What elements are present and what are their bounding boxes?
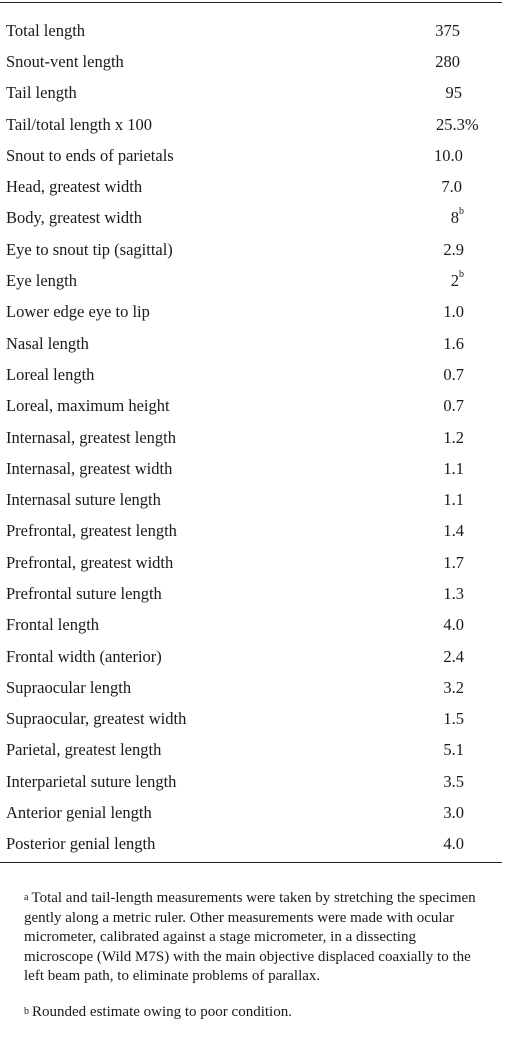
measurement-value-wrap (432, 52, 460, 72)
table-row (0, 672, 502, 703)
measurement-label: Internasal, greatest width (6, 458, 173, 478)
measurement-value-wrap (436, 428, 464, 448)
measurement-label: Internasal, greatest length (6, 427, 176, 447)
measurement-value-cell (432, 735, 502, 766)
table-row (0, 203, 502, 234)
measurement-value: 1.7 (443, 552, 464, 572)
measurement-value-wrap (436, 521, 464, 541)
measurement-value: 1.1 (443, 490, 464, 510)
footnote-ref: b (459, 269, 464, 281)
measurement-label: Lower edge eye to lip (6, 302, 150, 322)
measurement-value: 2 (450, 271, 459, 291)
measurement-label: Snout-vent length (6, 51, 124, 71)
table-row (0, 547, 502, 578)
measurement-value-wrap (436, 459, 464, 479)
measurement-value-wrap (436, 334, 464, 354)
measurement-value: 3.5 (443, 771, 464, 791)
measurement-value: 4.0 (443, 834, 464, 854)
measurement-label: Frontal length (6, 615, 100, 635)
measurements-table (0, 15, 502, 860)
table-row (0, 265, 502, 296)
measurement-value-cell (432, 297, 502, 328)
table-row (0, 171, 502, 202)
measurement-value: 1.2 (443, 427, 464, 447)
measurement-label: Internasal suture length (6, 490, 161, 510)
measurement-value-cell (432, 140, 502, 171)
measurement-label: Parietal, greatest length (6, 740, 162, 760)
table-row (0, 641, 502, 672)
measurement-value: 3.0 (443, 803, 464, 823)
measurement-value-cell (432, 704, 502, 735)
measurement-value-wrap (434, 83, 462, 103)
measurement-label: Prefrontal, greatest length (6, 521, 177, 541)
measurement-value-cell (432, 171, 502, 202)
table-row (0, 766, 502, 797)
measurement-label: Loreal length (6, 364, 95, 384)
measurement-value: 8 (450, 208, 459, 228)
measurement-label: Tail/total length x 100 (6, 114, 152, 134)
measurement-value-wrap (434, 146, 463, 166)
measurements-table-body (0, 15, 502, 860)
measurement-value: 0.7 (443, 364, 464, 384)
footnote-a (24, 889, 484, 987)
measurement-label: Tail length (6, 83, 77, 103)
measurement-value: 375 (435, 20, 460, 40)
measurement-label: Posterior genial length (6, 834, 156, 854)
measurement-value-wrap (436, 302, 464, 322)
table-row (0, 516, 502, 547)
measurement-label: Eye to snout tip (sagittal) (6, 239, 173, 259)
table-row (0, 484, 502, 515)
measurement-value: 5.1 (443, 740, 464, 760)
measurement-value-cell (432, 641, 502, 672)
table-row (0, 578, 502, 609)
measurement-value-wrap (436, 365, 464, 385)
measurement-value-cell (432, 328, 502, 359)
table-row (0, 140, 502, 171)
table-row (0, 704, 502, 735)
measurement-value-wrap (436, 240, 464, 260)
measurement-value-wrap (436, 647, 464, 667)
table-row (0, 735, 502, 766)
measurement-label: Loreal, maximum height (6, 396, 170, 416)
measurement-value: 3.2 (443, 677, 464, 697)
measurement-label: Nasal length (6, 333, 89, 353)
measurement-value: 1.1 (443, 458, 464, 478)
table-row (0, 829, 502, 860)
footnote-ref: b (459, 206, 464, 218)
measurement-label: Supraocular length (6, 677, 132, 697)
footnote-b (24, 1003, 484, 1023)
measurement-label: Anterior genial length (6, 803, 152, 823)
measurement-value: 280 (435, 51, 460, 71)
table-row (0, 78, 502, 109)
measurement-value-wrap (436, 584, 464, 604)
table-top-rule (0, 2, 502, 3)
measurement-value-wrap (436, 834, 464, 854)
measurement-value-wrap (436, 740, 464, 760)
measurement-value: 95 (445, 83, 462, 103)
measurement-value-cell (432, 766, 502, 797)
table-row (0, 453, 502, 484)
measurement-value-wrap (436, 678, 464, 698)
measurement-value: 2.9 (443, 239, 464, 259)
measurement-value: 1.3 (443, 583, 464, 603)
measurement-value-wrap (436, 709, 464, 729)
measurement-value-cell (432, 422, 502, 453)
measurement-value-cell (432, 547, 502, 578)
measurement-value-cell (432, 234, 502, 265)
table-row (0, 391, 502, 422)
table-bottom-rule (0, 862, 502, 863)
measurement-value-wrap (436, 803, 464, 823)
measurement-label: Eye length (6, 271, 78, 291)
table-row (0, 109, 502, 140)
footnote-b-text: Rounded estimate owing to poor condition. (32, 1003, 292, 1020)
measurement-value-cell (432, 109, 502, 140)
measurement-label: Interparietal suture length (6, 771, 177, 791)
measurement-value: 1.6 (443, 333, 464, 353)
measurement-value-cell (432, 15, 502, 46)
table-row (0, 15, 502, 46)
measurement-value-cell (432, 797, 502, 828)
measurement-value-cell (432, 391, 502, 422)
footnote-a-text: Total and tail-length measurements were taken by stretching the specimen gently along a metric ruler. Other measurements were made with ocular micrometer, calibrated against a stage micrometer, in a dissecting microscope (Wild M7S) with the main objective displaced coaxially to the left beam path, to eliminate problems of parallax. (24, 890, 476, 984)
table-row (0, 234, 502, 265)
measurement-value: 1.5 (443, 709, 464, 729)
table-row (0, 297, 502, 328)
measurement-value-wrap (436, 271, 464, 291)
measurement-value-wrap (436, 772, 464, 792)
measurement-value-cell (432, 203, 502, 234)
measurement-value-cell (432, 265, 502, 296)
footnote-a-mark: a (24, 892, 29, 903)
measurement-value-cell (432, 672, 502, 703)
table-row (0, 328, 502, 359)
measurement-value: 1.4 (443, 521, 464, 541)
measurement-value: 10.0 (434, 145, 463, 165)
measurement-value-wrap (436, 208, 464, 228)
measurement-value-cell (432, 78, 502, 109)
measurement-label: Total length (6, 20, 86, 40)
measurement-label: Head, greatest width (6, 177, 143, 197)
measurement-value-wrap (436, 553, 464, 573)
table-row (0, 797, 502, 828)
measurement-value-cell (432, 610, 502, 641)
measurement-label: Prefrontal, greatest width (6, 552, 174, 572)
measurement-value-cell (432, 359, 502, 390)
measurement-value-cell (432, 46, 502, 77)
measurement-value-cell (432, 829, 502, 860)
measurement-value: 25.3% (436, 114, 479, 134)
measurement-value-wrap (432, 21, 460, 41)
table-row (0, 422, 502, 453)
measurement-value-wrap (436, 396, 464, 416)
table-row (0, 359, 502, 390)
measurement-value: 2.4 (443, 646, 464, 666)
measurement-value: 4.0 (443, 615, 464, 635)
measurement-label: Frontal width (anterior) (6, 646, 162, 666)
measurement-value-wrap (436, 490, 464, 510)
measurement-label: Snout to ends of parietals (6, 145, 174, 165)
measurement-value: 1.0 (443, 302, 464, 322)
footnote-b-mark: b (24, 1005, 29, 1017)
measurement-value-cell (432, 516, 502, 547)
measurement-label: Prefrontal suture length (6, 583, 162, 603)
measurement-value-wrap (436, 615, 464, 635)
measurement-value-cell (432, 453, 502, 484)
measurement-value: 7.0 (441, 177, 462, 197)
table-row (0, 610, 502, 641)
measurement-label: Body, greatest width (6, 208, 142, 228)
measurement-value-cell (432, 484, 502, 515)
measurement-value: 0.7 (443, 396, 464, 416)
table-row (0, 46, 502, 77)
measurement-value-wrap (434, 177, 462, 197)
measurement-value-cell (432, 578, 502, 609)
footnotes (24, 889, 484, 1022)
measurement-label: Supraocular, greatest width (6, 709, 187, 729)
measurement-value-wrap (436, 115, 479, 135)
